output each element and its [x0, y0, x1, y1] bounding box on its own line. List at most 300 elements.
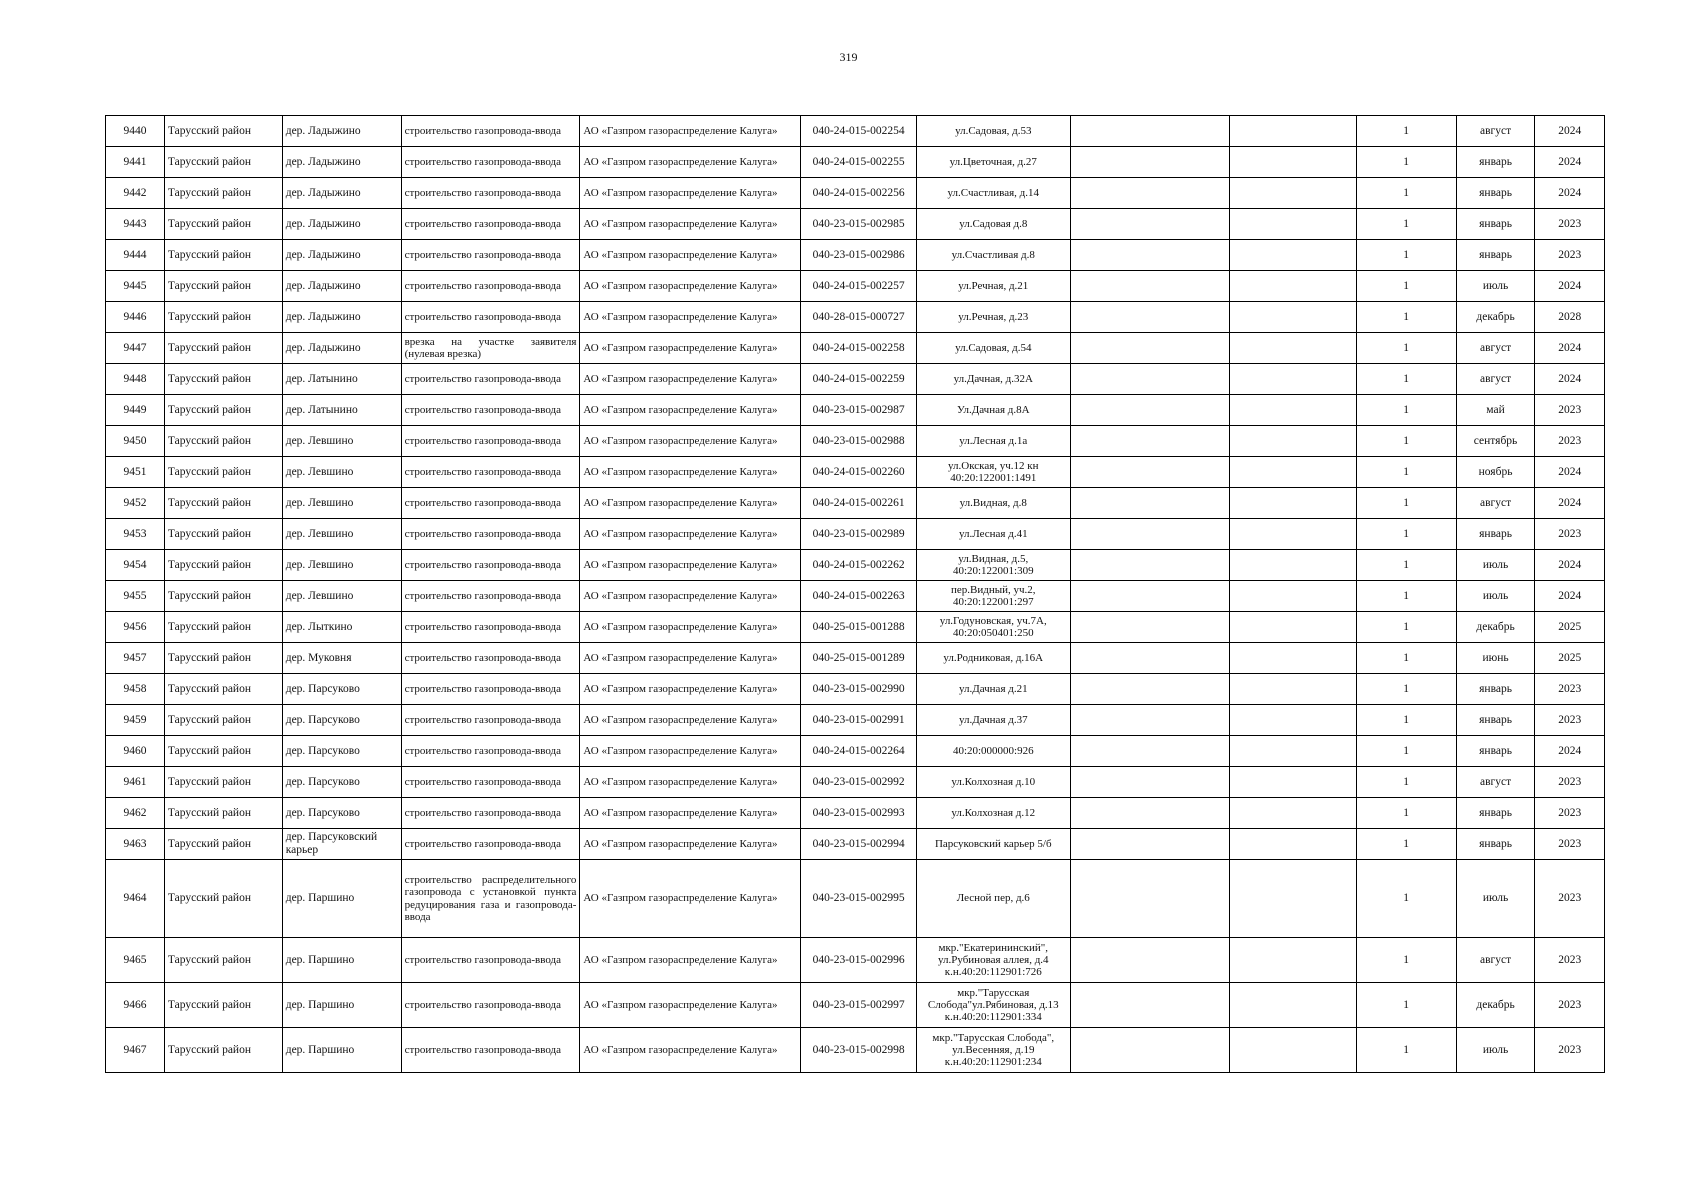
cell-year: 2025 — [1535, 612, 1605, 643]
cell-year: 2024 — [1535, 178, 1605, 209]
empty-cell — [1230, 798, 1356, 829]
cell-num: 9464 — [106, 860, 165, 938]
cell-num: 9442 — [106, 178, 165, 209]
cell-qty: 1 — [1356, 364, 1456, 395]
empty-cell — [1070, 240, 1230, 271]
cell-address: Ул.Дачная д.8А — [916, 395, 1070, 426]
cell-qty: 1 — [1356, 798, 1456, 829]
cell-org: АО «Газпром газораспределение Калуга» — [580, 705, 801, 736]
cell-month: декабрь — [1456, 983, 1535, 1028]
empty-cell — [1230, 674, 1356, 705]
cell-num: 9452 — [106, 488, 165, 519]
empty-cell — [1230, 860, 1356, 938]
cell-month: май — [1456, 395, 1535, 426]
cell-code: 040-23-015-002991 — [801, 705, 917, 736]
cell-month: ноябрь — [1456, 457, 1535, 488]
empty-cell — [1230, 147, 1356, 178]
cell-year: 2023 — [1535, 209, 1605, 240]
cell-work: строительство газопровода-ввода — [401, 116, 580, 147]
cell-num: 9466 — [106, 983, 165, 1028]
cell-locality: дер. Муковня — [282, 643, 401, 674]
cell-org: АО «Газпром газораспределение Калуга» — [580, 488, 801, 519]
cell-work: строительство газопровода-ввода — [401, 395, 580, 426]
cell-address: Лесной пер, д.6 — [916, 860, 1070, 938]
table-row — [106, 271, 1605, 302]
cell-qty: 1 — [1356, 147, 1456, 178]
empty-cell — [1230, 767, 1356, 798]
cell-org: АО «Газпром газораспределение Калуга» — [580, 581, 801, 612]
table-row — [106, 938, 1605, 983]
cell-qty: 1 — [1356, 643, 1456, 674]
cell-locality: дер. Паршино — [282, 1028, 401, 1073]
cell-district: Тарусский район — [164, 488, 282, 519]
cell-month: август — [1456, 333, 1535, 364]
cell-num: 9462 — [106, 798, 165, 829]
empty-cell — [1230, 333, 1356, 364]
cell-num: 9451 — [106, 457, 165, 488]
cell-code: 040-24-015-002260 — [801, 457, 917, 488]
cell-work: строительство газопровода-ввода — [401, 178, 580, 209]
cell-org: АО «Газпром газораспределение Калуга» — [580, 178, 801, 209]
cell-code: 040-25-015-001288 — [801, 612, 917, 643]
cell-work: строительство газопровода-ввода — [401, 488, 580, 519]
cell-year: 2025 — [1535, 643, 1605, 674]
cell-qty: 1 — [1356, 674, 1456, 705]
cell-qty: 1 — [1356, 519, 1456, 550]
cell-org: АО «Газпром газораспределение Калуга» — [580, 643, 801, 674]
cell-month: август — [1456, 488, 1535, 519]
empty-cell — [1070, 147, 1230, 178]
cell-code: 040-24-015-002264 — [801, 736, 917, 767]
cell-month: июль — [1456, 581, 1535, 612]
cell-num: 9454 — [106, 550, 165, 581]
cell-address: мкр."Тарусская Слобода", ул.Весенняя, д.19 к.н.40:20:112901:234 — [916, 1028, 1070, 1073]
cell-code: 040-23-015-002997 — [801, 983, 917, 1028]
empty-cell — [1230, 983, 1356, 1028]
cell-code: 040-23-015-002985 — [801, 209, 917, 240]
empty-cell — [1230, 178, 1356, 209]
cell-num: 9444 — [106, 240, 165, 271]
cell-work: строительство газопровода-ввода — [401, 271, 580, 302]
cell-code: 040-24-015-002255 — [801, 147, 917, 178]
cell-address: ул.Садовая д.8 — [916, 209, 1070, 240]
empty-cell — [1230, 736, 1356, 767]
cell-address: ул.Колхозная д.12 — [916, 798, 1070, 829]
empty-cell — [1230, 116, 1356, 147]
empty-cell — [1230, 364, 1356, 395]
empty-cell — [1070, 829, 1230, 860]
cell-month: январь — [1456, 674, 1535, 705]
cell-code: 040-23-015-002987 — [801, 395, 917, 426]
cell-locality: дер. Лыткино — [282, 612, 401, 643]
cell-month: январь — [1456, 240, 1535, 271]
cell-district: Тарусский район — [164, 860, 282, 938]
cell-code: 040-23-015-002989 — [801, 519, 917, 550]
cell-district: Тарусский район — [164, 983, 282, 1028]
table-row — [106, 240, 1605, 271]
empty-cell — [1070, 333, 1230, 364]
cell-month: июнь — [1456, 643, 1535, 674]
cell-district: Тарусский район — [164, 736, 282, 767]
empty-cell — [1070, 983, 1230, 1028]
empty-cell — [1230, 612, 1356, 643]
cell-district: Тарусский район — [164, 938, 282, 983]
cell-month: январь — [1456, 798, 1535, 829]
table-row — [106, 209, 1605, 240]
cell-org: АО «Газпром газораспределение Калуга» — [580, 1028, 801, 1073]
cell-locality: дер. Ладыжино — [282, 116, 401, 147]
table-row — [106, 333, 1605, 364]
cell-qty: 1 — [1356, 488, 1456, 519]
empty-cell — [1070, 643, 1230, 674]
cell-address: ул.Цветочная, д.27 — [916, 147, 1070, 178]
cell-code: 040-24-015-002262 — [801, 550, 917, 581]
cell-district: Тарусский район — [164, 705, 282, 736]
cell-year: 2023 — [1535, 1028, 1605, 1073]
cell-locality: дер. Ладыжино — [282, 302, 401, 333]
cell-month: август — [1456, 938, 1535, 983]
cell-address: ул.Садовая, д.53 — [916, 116, 1070, 147]
cell-work: строительство газопровода-ввода — [401, 767, 580, 798]
cell-address: ул.Колхозная д.10 — [916, 767, 1070, 798]
cell-num: 9458 — [106, 674, 165, 705]
cell-work: строительство газопровода-ввода — [401, 302, 580, 333]
cell-month: декабрь — [1456, 302, 1535, 333]
cell-qty: 1 — [1356, 209, 1456, 240]
cell-org: АО «Газпром газораспределение Калуга» — [580, 550, 801, 581]
cell-qty: 1 — [1356, 333, 1456, 364]
empty-cell — [1070, 519, 1230, 550]
cell-code: 040-23-015-002992 — [801, 767, 917, 798]
cell-year: 2024 — [1535, 116, 1605, 147]
cell-year: 2023 — [1535, 705, 1605, 736]
table-row — [106, 426, 1605, 457]
cell-address: ул.Видная, д.5, 40:20:122001:309 — [916, 550, 1070, 581]
cell-code: 040-24-015-002261 — [801, 488, 917, 519]
cell-address: Парсуковский карьер 5/б — [916, 829, 1070, 860]
cell-locality: дер. Левшино — [282, 457, 401, 488]
cell-year: 2023 — [1535, 829, 1605, 860]
table-row — [106, 457, 1605, 488]
table-row — [106, 798, 1605, 829]
empty-cell — [1070, 364, 1230, 395]
table-row — [106, 178, 1605, 209]
table-row — [106, 643, 1605, 674]
cell-address: ул.Лесная д.41 — [916, 519, 1070, 550]
cell-code: 040-28-015-000727 — [801, 302, 917, 333]
empty-cell — [1230, 550, 1356, 581]
table-row — [106, 147, 1605, 178]
cell-org: АО «Газпром газораспределение Калуга» — [580, 983, 801, 1028]
empty-cell — [1230, 457, 1356, 488]
cell-district: Тарусский район — [164, 829, 282, 860]
cell-year: 2023 — [1535, 798, 1605, 829]
cell-code: 040-24-015-002258 — [801, 333, 917, 364]
cell-org: АО «Газпром газораспределение Калуга» — [580, 271, 801, 302]
cell-district: Тарусский район — [164, 271, 282, 302]
cell-district: Тарусский район — [164, 674, 282, 705]
cell-code: 040-23-015-002994 — [801, 829, 917, 860]
cell-org: АО «Газпром газораспределение Калуга» — [580, 860, 801, 938]
cell-num: 9467 — [106, 1028, 165, 1073]
cell-address: ул.Дачная д.37 — [916, 705, 1070, 736]
cell-qty: 1 — [1356, 860, 1456, 938]
cell-num: 9440 — [106, 116, 165, 147]
cell-address: ул.Видная, д.8 — [916, 488, 1070, 519]
cell-locality: дер. Ладыжино — [282, 333, 401, 364]
cell-work: строительство газопровода-ввода — [401, 705, 580, 736]
empty-cell — [1070, 488, 1230, 519]
cell-year: 2024 — [1535, 488, 1605, 519]
table-row — [106, 1028, 1605, 1073]
cell-work: строительство газопровода-ввода — [401, 736, 580, 767]
cell-num: 9460 — [106, 736, 165, 767]
cell-work: врезка на участке заявителя (нулевая врезка) — [401, 333, 580, 364]
cell-year: 2024 — [1535, 364, 1605, 395]
cell-year: 2024 — [1535, 147, 1605, 178]
cell-district: Тарусский район — [164, 643, 282, 674]
cell-qty: 1 — [1356, 240, 1456, 271]
cell-locality: дер. Ладыжино — [282, 271, 401, 302]
cell-district: Тарусский район — [164, 1028, 282, 1073]
cell-address: ул.Лесная д.1а — [916, 426, 1070, 457]
cell-month: январь — [1456, 519, 1535, 550]
cell-num: 9455 — [106, 581, 165, 612]
page-number: 319 — [839, 50, 858, 64]
table-row — [106, 705, 1605, 736]
table-row — [106, 612, 1605, 643]
cell-work: строительство газопровода-ввода — [401, 519, 580, 550]
cell-work: строительство газопровода-ввода — [401, 240, 580, 271]
cell-code: 040-23-015-002993 — [801, 798, 917, 829]
cell-qty: 1 — [1356, 612, 1456, 643]
cell-work: строительство газопровода-ввода — [401, 550, 580, 581]
cell-locality: дер. Парсуково — [282, 674, 401, 705]
cell-month: январь — [1456, 829, 1535, 860]
cell-qty: 1 — [1356, 1028, 1456, 1073]
cell-qty: 1 — [1356, 457, 1456, 488]
cell-district: Тарусский район — [164, 395, 282, 426]
cell-month: январь — [1456, 705, 1535, 736]
empty-cell — [1230, 705, 1356, 736]
cell-qty: 1 — [1356, 983, 1456, 1028]
cell-district: Тарусский район — [164, 333, 282, 364]
cell-qty: 1 — [1356, 395, 1456, 426]
cell-code: 040-23-015-002988 — [801, 426, 917, 457]
cell-locality: дер. Ладыжино — [282, 209, 401, 240]
empty-cell — [1070, 612, 1230, 643]
cell-org: АО «Газпром газораспределение Калуга» — [580, 426, 801, 457]
empty-cell — [1070, 581, 1230, 612]
cell-locality: дер. Ладыжино — [282, 240, 401, 271]
cell-year: 2024 — [1535, 550, 1605, 581]
cell-work: строительство распределительного газопровода с установкой пункта редуцирования газа и газопровода-ввода — [401, 860, 580, 938]
cell-org: АО «Газпром газораспределение Калуга» — [580, 364, 801, 395]
empty-cell — [1230, 395, 1356, 426]
empty-cell — [1070, 674, 1230, 705]
cell-month: август — [1456, 116, 1535, 147]
table-row — [106, 550, 1605, 581]
cell-district: Тарусский район — [164, 798, 282, 829]
cell-district: Тарусский район — [164, 581, 282, 612]
cell-month: июль — [1456, 271, 1535, 302]
cell-address: мкр."Тарусская Слобода"ул.Рябиновая, д.13 к.н.40:20:112901:334 — [916, 983, 1070, 1028]
cell-org: АО «Газпром газораспределение Калуга» — [580, 333, 801, 364]
cell-num: 9453 — [106, 519, 165, 550]
cell-year: 2023 — [1535, 860, 1605, 938]
cell-work: строительство газопровода-ввода — [401, 1028, 580, 1073]
cell-address: ул.Родниковая, д.16А — [916, 643, 1070, 674]
cell-num: 9445 — [106, 271, 165, 302]
cell-org: АО «Газпром газораспределение Калуга» — [580, 147, 801, 178]
cell-month: июль — [1456, 1028, 1535, 1073]
table-row — [106, 767, 1605, 798]
cell-num: 9457 — [106, 643, 165, 674]
cell-org: АО «Газпром газораспределение Калуга» — [580, 674, 801, 705]
cell-work: строительство газопровода-ввода — [401, 457, 580, 488]
empty-cell — [1070, 1028, 1230, 1073]
cell-locality: дер. Парсуковский карьер — [282, 829, 401, 860]
cell-num: 9450 — [106, 426, 165, 457]
cell-work: строительство газопровода-ввода — [401, 147, 580, 178]
cell-district: Тарусский район — [164, 457, 282, 488]
cell-district: Тарусский район — [164, 426, 282, 457]
cell-qty: 1 — [1356, 550, 1456, 581]
cell-code: 040-23-015-002996 — [801, 938, 917, 983]
cell-address: ул.Дачная, д.32А — [916, 364, 1070, 395]
cell-year: 2024 — [1535, 736, 1605, 767]
cell-num: 9443 — [106, 209, 165, 240]
cell-locality: дер. Парсуково — [282, 767, 401, 798]
cell-qty: 1 — [1356, 116, 1456, 147]
cell-org: АО «Газпром газораспределение Калуга» — [580, 938, 801, 983]
cell-address: 40:20:000000:926 — [916, 736, 1070, 767]
cell-code: 040-23-015-002986 — [801, 240, 917, 271]
cell-address: ул.Садовая, д.54 — [916, 333, 1070, 364]
empty-cell — [1070, 271, 1230, 302]
cell-code: 040-23-015-002998 — [801, 1028, 917, 1073]
cell-district: Тарусский район — [164, 178, 282, 209]
empty-cell — [1070, 209, 1230, 240]
cell-district: Тарусский район — [164, 550, 282, 581]
cell-year: 2023 — [1535, 983, 1605, 1028]
cell-year: 2023 — [1535, 767, 1605, 798]
empty-cell — [1230, 271, 1356, 302]
cell-work: строительство газопровода-ввода — [401, 983, 580, 1028]
cell-org: АО «Газпром газораспределение Калуга» — [580, 209, 801, 240]
cell-code: 040-24-015-002256 — [801, 178, 917, 209]
cell-locality: дер. Левшино — [282, 426, 401, 457]
cell-qty: 1 — [1356, 736, 1456, 767]
cell-qty: 1 — [1356, 705, 1456, 736]
cell-month: январь — [1456, 209, 1535, 240]
cell-month: июль — [1456, 550, 1535, 581]
empty-cell — [1070, 938, 1230, 983]
cell-code: 040-24-015-002257 — [801, 271, 917, 302]
cell-year: 2023 — [1535, 240, 1605, 271]
cell-district: Тарусский район — [164, 209, 282, 240]
cell-year: 2028 — [1535, 302, 1605, 333]
cell-org: АО «Газпром газораспределение Калуга» — [580, 767, 801, 798]
cell-org: АО «Газпром газораспределение Калуга» — [580, 519, 801, 550]
cell-address: мкр."Екатерининский", ул.Рубиновая аллея, д.4 к.н.40:20:112901:726 — [916, 938, 1070, 983]
cell-qty: 1 — [1356, 426, 1456, 457]
empty-cell — [1070, 705, 1230, 736]
cell-locality: дер. Паршино — [282, 860, 401, 938]
cell-code: 040-23-015-002995 — [801, 860, 917, 938]
cell-address: пер.Видный, уч.2, 40:20:122001:297 — [916, 581, 1070, 612]
cell-org: АО «Газпром газораспределение Калуга» — [580, 240, 801, 271]
cell-num: 9441 — [106, 147, 165, 178]
cell-num: 9456 — [106, 612, 165, 643]
cell-year: 2023 — [1535, 426, 1605, 457]
cell-year: 2023 — [1535, 519, 1605, 550]
table-row — [106, 519, 1605, 550]
table-row — [106, 395, 1605, 426]
table-row — [106, 860, 1605, 938]
cell-num: 9447 — [106, 333, 165, 364]
cell-num: 9465 — [106, 938, 165, 983]
cell-qty: 1 — [1356, 302, 1456, 333]
cell-locality: дер. Ладыжино — [282, 147, 401, 178]
cell-org: АО «Газпром газораспределение Калуга» — [580, 829, 801, 860]
cell-org: АО «Газпром газораспределение Калуга» — [580, 116, 801, 147]
empty-cell — [1230, 488, 1356, 519]
cell-address: ул.Речная, д.23 — [916, 302, 1070, 333]
cell-locality: дер. Латынино — [282, 395, 401, 426]
cell-work: строительство газопровода-ввода — [401, 581, 580, 612]
empty-cell — [1230, 938, 1356, 983]
cell-locality: дер. Парсуково — [282, 736, 401, 767]
register-rows — [106, 116, 1605, 1073]
cell-address: ул.Счастливая, д.14 — [916, 178, 1070, 209]
cell-work: строительство газопровода-ввода — [401, 612, 580, 643]
cell-num: 9449 — [106, 395, 165, 426]
cell-locality: дер. Паршино — [282, 983, 401, 1028]
empty-cell — [1070, 798, 1230, 829]
cell-month: август — [1456, 364, 1535, 395]
table-row — [106, 674, 1605, 705]
empty-cell — [1070, 457, 1230, 488]
empty-cell — [1070, 395, 1230, 426]
cell-code: 040-24-015-002254 — [801, 116, 917, 147]
cell-month: январь — [1456, 736, 1535, 767]
cell-year: 2023 — [1535, 938, 1605, 983]
cell-locality: дер. Левшино — [282, 488, 401, 519]
empty-cell — [1070, 178, 1230, 209]
cell-num: 9448 — [106, 364, 165, 395]
empty-cell — [1230, 581, 1356, 612]
cell-district: Тарусский район — [164, 147, 282, 178]
cell-code: 040-23-015-002990 — [801, 674, 917, 705]
cell-locality: дер. Паршино — [282, 938, 401, 983]
cell-address: ул.Окская, уч.12 кн 40:20:122001:1491 — [916, 457, 1070, 488]
cell-work: строительство газопровода-ввода — [401, 643, 580, 674]
cell-qty: 1 — [1356, 581, 1456, 612]
cell-num: 9461 — [106, 767, 165, 798]
cell-locality: дер. Латынино — [282, 364, 401, 395]
cell-locality: дер. Левшино — [282, 550, 401, 581]
cell-address: ул.Дачная д.21 — [916, 674, 1070, 705]
table-row — [106, 488, 1605, 519]
empty-cell — [1230, 829, 1356, 860]
cell-year: 2024 — [1535, 333, 1605, 364]
cell-address: ул.Годуновская, уч.7А, 40:20:050401:250 — [916, 612, 1070, 643]
cell-qty: 1 — [1356, 829, 1456, 860]
cell-work: строительство газопровода-ввода — [401, 364, 580, 395]
cell-num: 9446 — [106, 302, 165, 333]
cell-district: Тарусский район — [164, 519, 282, 550]
